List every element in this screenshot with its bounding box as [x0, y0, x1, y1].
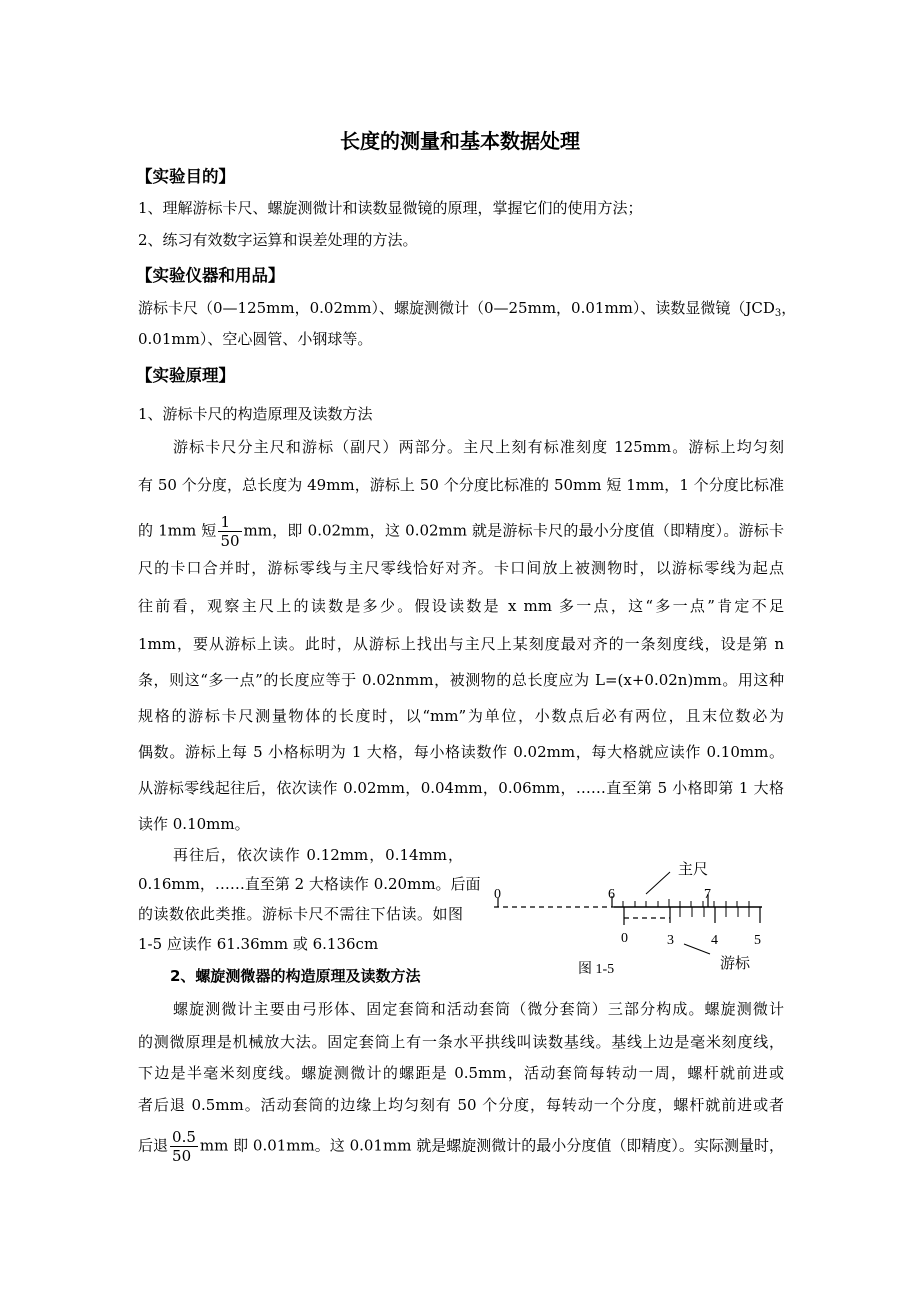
vernier-tick-5-label: 5 [754, 933, 761, 948]
vernier-para-line-6: 1mm，要从游标上读。此时，从游标上找出与主尺上某刻度最对齐的一条刻度线，设是第 n [138, 635, 784, 653]
vernier-para-line-10: 从游标零线起往后，依次读作 0.02mm，0.04mm，0.06mm，……直至第 5 小格即第 1 大格 [138, 779, 784, 797]
micrometer-para-line-2: 的测微原理是机械放大法。固定套筒上有一条水平拱线叫读数基线。基线上边是毫米刻度线， [138, 1033, 784, 1051]
main-tick-7-label: 7 [704, 887, 711, 902]
figure-caption: 图 1-5 [578, 962, 615, 977]
fraction-1-numerator: 1 [218, 513, 241, 532]
vernier-example-line-4: 1-5 应读作 61.36mm 或 6.136cm [138, 935, 379, 953]
vernier-para-line-9: 偶数。游标上每 5 小格标明为 1 大格，每小格读数作 0.02mm，每大格就应读作 0.10mm。 [138, 743, 784, 761]
vernier-line3-b: mm，即 0.02mm，这 0.02mm 就是游标卡尺的最小分度值（即精度）。游标卡 [243, 521, 784, 540]
vernier-para-line-4: 尺的卡口合并时，游标零线与主尺零线恰好对齐。卡口间放上被测物时，以游标零线为起点 [138, 559, 784, 577]
instruments-subscript: 3 [774, 308, 782, 319]
subsection-vernier-title: 1、游标卡尺的构造原理及读数方法 [138, 405, 373, 423]
subsection-micrometer-title: 2、螺旋测微器的构造原理及读数方法 [170, 967, 421, 985]
vernier-label: 游标 [720, 956, 751, 972]
vernier-example-line-3: 的读数依此类推。游标卡尺不需往下估读。如图 [138, 905, 463, 923]
heading-principle: 【实验原理】 [136, 366, 235, 385]
instruments-text-b: ， [781, 299, 797, 317]
vernier-leader [684, 944, 710, 954]
fraction-1-denominator: 50 [220, 532, 240, 550]
vernier-line3-a: 的 1mm 短 [138, 521, 217, 540]
vernier-example-line-1: 再往后，依次读作 0.12mm，0.14mm， [173, 846, 463, 864]
vernier-tick-4-label: 4 [711, 933, 718, 948]
micrometer-para-line-4: 者后退 0.5mm。活动套筒的边缘上均匀刻有 50 个分度，每转动一个分度，螺杆就前进或者 [138, 1096, 784, 1114]
main-tick-0-label: 0 [494, 887, 501, 902]
vernier-para-line-7: 条，则这“多一点”的长度应等于 0.02nmm，被测物的总长度应为 L=(x+0.02n)mm。用这种 [138, 671, 784, 689]
micrometer-para-line-5 [138, 1128, 784, 1165]
fraction-2-denominator: 50 [172, 1147, 192, 1165]
fraction-half-mm-over-fifty [170, 1128, 198, 1165]
instruments-text-a: 游标卡尺（0—125mm，0.02mm）、螺旋测微计（0—25mm，0.01mm）、读数显微镜（JCD [138, 299, 775, 317]
vernier-tick-3-label: 3 [667, 933, 674, 948]
micrometer-para-line-3: 下边是半毫米刻度线。螺旋测微计的螺距是 0.5mm，活动套筒每转动一周，螺杆就前进或 [138, 1064, 784, 1082]
heading-purpose: 【实验目的】 [136, 167, 235, 186]
vernier-para-line-1: 游标卡尺分主尺和游标（副尺）两部分。主尺上刻有标准刻度 125mm。游标上均匀刻 [173, 438, 784, 456]
vernier-para-line-5: 往前看，观察主尺上的读数是多少。假设读数是 x mm 多一点，这“多一点”肯定不足 [138, 597, 784, 615]
instruments-line-1 [138, 298, 797, 324]
micrometer-para-line-1: 螺旋测微计主要由弓形体、固定套筒和活动套筒（微分套筒）三部分构成。螺旋测微计 [173, 1000, 784, 1018]
vernier-para-line-3 [138, 513, 784, 550]
vernier-diagram-figure [470, 850, 790, 980]
purpose-item-1: 1、理解游标卡尺、螺旋测微计和读数显微镜的原理，掌握它们的使用方法； [138, 199, 643, 217]
vernier-para-line-8: 规格的游标卡尺测量物体的长度时，以“mm”为单位，小数点后必有两位，且末位数必为 [138, 707, 784, 725]
fraction-2-numerator: 0.5 [172, 1128, 196, 1146]
vernier-para-line-11: 读作 0.10mm。 [138, 815, 250, 833]
heading-instruments: 【实验仪器和用品】 [136, 266, 285, 285]
micrometer-line5-a: 后退 [138, 1136, 169, 1155]
micrometer-line5-b: mm 即 0.01mm。这 0.01mm 就是螺旋测微计的最小分度值（即精度）。实际测量时， [199, 1136, 784, 1155]
main-scale-label: 主尺 [678, 862, 709, 878]
instruments-line-2: 0.01mm）、空心圆管、小钢球等。 [138, 330, 373, 348]
page-title: 长度的测量和基本数据处理 [340, 129, 580, 153]
purpose-item-2: 2、练习有效数字运算和误差处理的方法。 [138, 231, 418, 249]
vernier-para-line-2: 有 50 个分度，总长度为 49mm，游标上 50 个分度比标准的 50mm 短 1mm，1 个分度比标准 [138, 476, 784, 494]
main-tick-6-label: 6 [608, 887, 615, 902]
main-scale-leader [646, 872, 670, 894]
vernier-tick-0-label: 0 [621, 931, 628, 946]
fraction-one-fiftieth [218, 513, 241, 550]
vernier-example-line-2: 0.16mm，……直至第 2 大格读作 0.20mm。后面 [138, 875, 481, 893]
